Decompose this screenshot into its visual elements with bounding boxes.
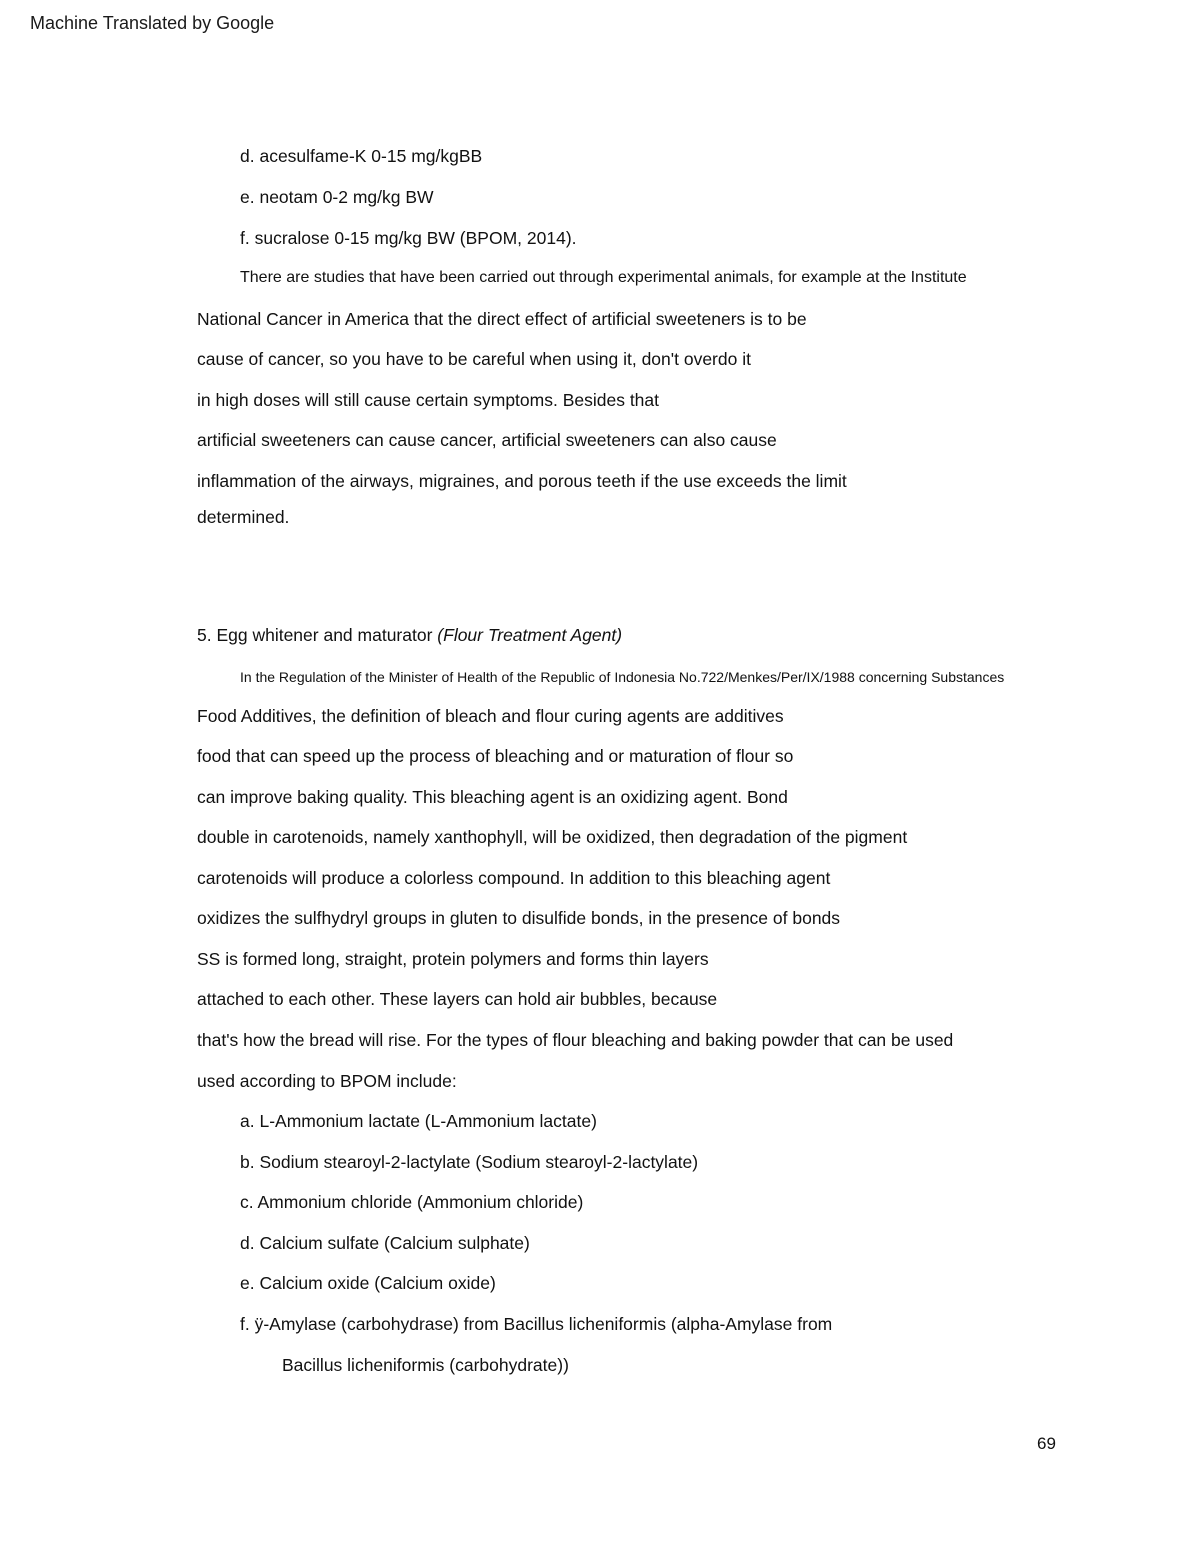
paragraph-line: in high doses will still cause certain symptoms. Besides that <box>197 390 660 410</box>
paragraph-line: oxidizes the sulfhydryl groups in gluten to disulfide bonds, in the presence of bonds <box>197 908 841 928</box>
section-heading <box>197 624 622 646</box>
list-item: c. Ammonium chloride (Ammonium chloride) <box>240 1192 584 1212</box>
paragraph-line: artificial sweeteners can cause cancer, artificial sweeteners can also cause <box>197 430 777 450</box>
paragraph-line: that's how the bread will rise. For the types of flour bleaching and baking powder that can be used <box>197 1030 954 1050</box>
paragraph-line: There are studies that have been carried out through experimental animals, for example at the Institute <box>240 269 967 286</box>
paragraph-line: determined. <box>197 507 290 527</box>
list-item-continuation: Bacillus licheniformis (carbohydrate)) <box>282 1355 569 1375</box>
list-item: f. sucralose 0-15 mg/kg BW (BPOM, 2014). <box>240 228 577 248</box>
list-item: e. neotam 0-2 mg/kg BW <box>240 187 434 207</box>
paragraph-line: attached to each other. These layers can hold air bubbles, because <box>197 989 718 1009</box>
list-item: e. Calcium oxide (Calcium oxide) <box>240 1273 496 1293</box>
paragraph-line: food that can speed up the process of bleaching and or maturation of flour so <box>197 746 794 766</box>
paragraph-line: inflammation of the airways, migraines, and porous teeth if the use exceeds the limit <box>197 471 847 491</box>
paragraph-line: SS is formed long, straight, protein polymers and forms thin layers <box>197 949 709 969</box>
machine-translation-header: Machine Translated by Google <box>30 13 275 33</box>
list-item: d. Calcium sulfate (Calcium sulphate) <box>240 1233 530 1253</box>
page-number: 69 <box>1037 1434 1056 1453</box>
paragraph-line: carotenoids will produce a colorless compound. In addition to this bleaching agent <box>197 868 831 888</box>
list-item: b. Sodium stearoyl-2-lactylate (Sodium stearoyl-2-lactylate) <box>240 1152 699 1172</box>
list-item: f. ÿ-Amylase (carbohydrase) from Bacillus licheniformis (alpha-Amylase from <box>240 1314 833 1334</box>
paragraph-line: double in carotenoids, namely xanthophyll, will be oxidized, then degradation of the pigment <box>197 827 908 847</box>
list-item: d. acesulfame-K 0-15 mg/kgBB <box>240 146 483 166</box>
section-heading-italic: (Flour Treatment Agent) <box>437 625 623 645</box>
paragraph-line: cause of cancer, so you have to be careful when using it, don't overdo it <box>197 349 751 369</box>
paragraph-line: National Cancer in America that the direct effect of artificial sweeteners is to be <box>197 309 807 329</box>
paragraph-line: Food Additives, the definition of bleach and flour curing agents are additives <box>197 706 784 726</box>
paragraph-line: In the Regulation of the Minister of Health of the Republic of Indonesia No.722/Menkes/Per/IX/1988 concerning Substances <box>240 669 1005 685</box>
paragraph-line: used according to BPOM include: <box>197 1071 457 1091</box>
list-item: a. L-Ammonium lactate (L-Ammonium lactate) <box>240 1111 597 1131</box>
section-heading-text: 5. Egg whitener and maturator <box>197 625 433 645</box>
paragraph-line: can improve baking quality. This bleaching agent is an oxidizing agent. Bond <box>197 787 788 807</box>
